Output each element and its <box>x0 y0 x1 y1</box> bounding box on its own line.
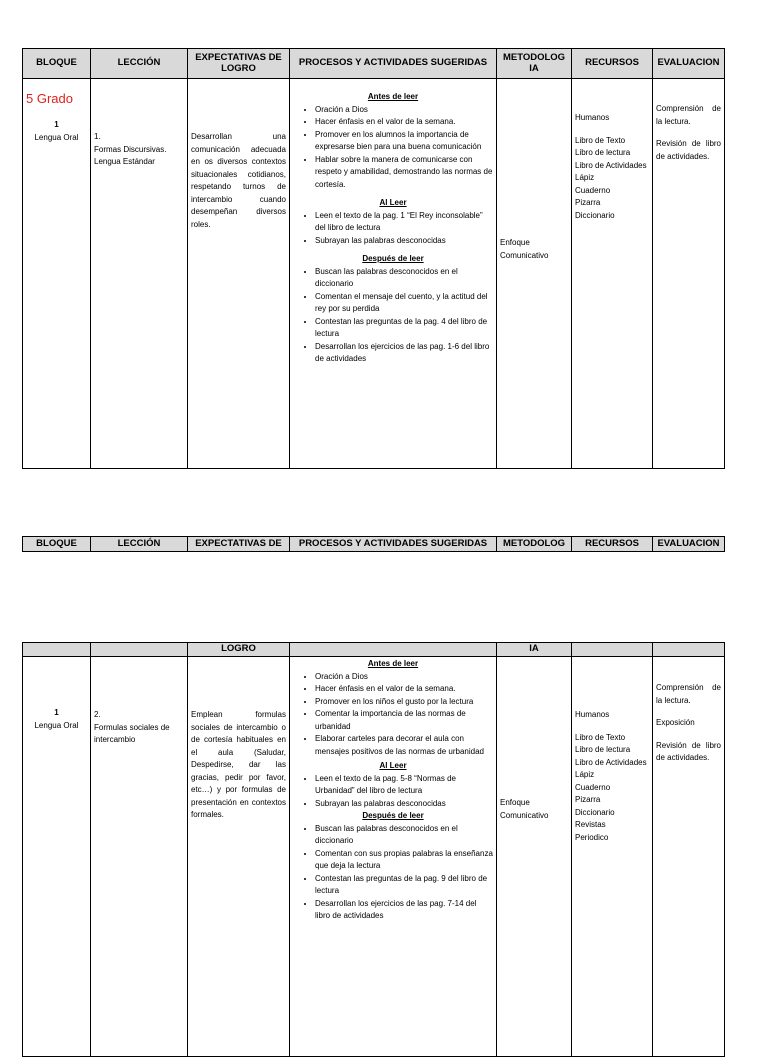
list-item: • Buscan las palabras desconocidos en el diccionario <box>315 266 493 291</box>
header-expectativas-cont: LOGRO <box>188 643 290 657</box>
header-leccion: LECCIÓN <box>91 49 188 79</box>
recurso-item: Cuaderno <box>575 782 611 792</box>
recurso-item: Pizarra <box>575 198 601 207</box>
list-item: • Desarrollan los ejercicios de las pag. 1-6 del libro de actividades <box>315 341 493 366</box>
antes-list <box>293 104 493 192</box>
list-item: • Hacer énfasis en el valor de la semana. <box>315 683 493 696</box>
header-bloque: BLOQUE <box>23 49 91 79</box>
list-item: • Comentar la importancia de las normas de urbanidad <box>315 708 493 733</box>
header-metodologia-cont: IA <box>497 643 572 657</box>
list-item: • Subrayan las palabras desconocidas <box>315 235 493 248</box>
header-bloque: BLOQUE <box>23 537 91 552</box>
antes-title: Antes de leer <box>367 92 419 101</box>
header-leccion: LECCIÓN <box>91 537 188 552</box>
metodologia-text: Enfoque Comunicativo <box>500 238 549 260</box>
bloque-cell <box>23 657 91 1057</box>
header-recursos: RECURSOS <box>572 537 653 552</box>
bloque-cell <box>23 79 91 469</box>
header-procesos: PROCESOS Y ACTIVIDADES SUGERIDAS <box>290 537 497 552</box>
procesos-cell <box>290 657 497 1057</box>
header-metodologia: METODOLOG <box>497 537 572 552</box>
evaluacion-item: Revisión de libro de actividades. <box>656 139 721 161</box>
lesson-table-1 <box>22 48 725 469</box>
leccion-name: Formas Discursivas. Lengua Estándar <box>94 144 167 166</box>
recursos-head: Humanos <box>575 113 610 122</box>
list-item: • Comentan con sus propias palabras la enseñanza que deja la lectura <box>315 848 493 873</box>
expectativas-text: Emplean formulas sociales de intercambio o de cortesía habituales en el aula (Saludar, Despedirse, dar las gracias, pedir por favor, etc…) y por formulas de presentación en contextos formales. <box>191 710 286 819</box>
list-item: • Elaborar carteles para decorar el aula con mensajes positivos de las normas de urbanidad <box>315 733 493 758</box>
leccion-number: 2. <box>94 710 101 719</box>
header-procesos: PROCESOS Y ACTIVIDADES SUGERIDAS <box>290 49 497 79</box>
list-item: • Desarrollan los ejercicios de las pag. 7-14 del libro de actividades <box>315 898 493 923</box>
antes-title: Antes de leer <box>367 659 419 668</box>
evaluacion-cell <box>653 657 725 1057</box>
evaluacion-cell <box>653 79 725 469</box>
expectativas-cell <box>188 79 290 469</box>
recurso-item: Diccionario <box>575 807 615 817</box>
list-item: • Contestan las preguntas de la pag. 4 del libro de lectura <box>315 316 493 341</box>
recurso-item: Lápiz <box>575 173 595 182</box>
recurso-item: Pizarra <box>575 795 601 804</box>
metodologia-cell <box>497 657 572 1057</box>
list-item: • Leen el texto de la pag. 1 “El Rey inconsolable” del libro de lectura <box>315 210 493 235</box>
list-item: • Subrayan las palabras desconocidas <box>315 798 493 811</box>
bloque-number: 1 <box>54 120 59 129</box>
recurso-item: Periodico <box>575 832 609 842</box>
al-leer-list <box>293 210 493 248</box>
leccion-cell <box>91 657 188 1057</box>
header-expectativas: EXPECTATIVAS DE LOGRO <box>188 49 290 79</box>
list-item: • Promover en los alumnos la importancia de expresarse bien para una buena comunicación <box>315 129 493 154</box>
grado-title: 5 Grado <box>26 91 73 106</box>
despues-list <box>293 266 493 366</box>
recurso-item: Libro de Actividades <box>575 757 647 767</box>
al-leer-list <box>293 773 493 811</box>
leccion-name: Formulas sociales de intercambio <box>94 722 170 744</box>
recursos-head: Humanos <box>575 710 610 719</box>
bloque-name: Lengua Oral <box>34 720 79 730</box>
header-evaluacion: EVALUACION <box>653 537 725 552</box>
leccion-number: 1. <box>94 132 101 141</box>
recurso-item: Cuaderno <box>575 185 611 195</box>
evaluacion-item: Comprensión de la lectura. <box>656 104 721 126</box>
recurso-item: Libro de Texto <box>575 135 626 145</box>
header-metodologia: METODOLOG IA <box>497 49 572 79</box>
evaluacion-item: Exposición <box>656 718 695 727</box>
metodologia-cell <box>497 79 572 469</box>
procesos-cell <box>290 79 497 469</box>
list-item: • Buscan las palabras desconocidos en el diccionario <box>315 823 493 848</box>
list-item: • Promover en los niños el gusto por la lectura <box>315 696 493 709</box>
recurso-item: Libro de lectura <box>575 148 631 157</box>
despues-list <box>293 823 493 923</box>
list-item: • Hablar sobre la manera de comunicarse con respeto y amabilidad, demostrando las normas de cortesía. <box>315 154 493 192</box>
bloque-name: Lengua Oral <box>34 132 79 142</box>
recurso-item: Libro de lectura <box>575 745 631 754</box>
despues-title: Después de leer <box>362 811 424 820</box>
antes-list <box>293 671 493 759</box>
recurso-item: Libro de Texto <box>575 732 626 742</box>
header-evaluacion: EVALUACION <box>653 49 725 79</box>
lesson-table-3 <box>22 642 725 1057</box>
expectativas-cell <box>188 657 290 1057</box>
list-item: • Oración a Dios <box>315 104 493 117</box>
recurso-item: Diccionario <box>575 210 615 220</box>
header-recursos: RECURSOS <box>572 49 653 79</box>
header-expectativas: EXPECTATIVAS DE <box>188 537 290 552</box>
al-leer-title: Al Leer <box>379 198 407 207</box>
despues-title: Después de leer <box>362 254 424 263</box>
expectativas-text: Desarrollan una comunicación adecuada en os diversos contextos situacionales cotidianos, respetando turnos de intercambio cuando desempeñan diversos roles. <box>191 132 286 229</box>
evaluacion-item: Revisión de libro de actividades. <box>656 740 721 762</box>
list-item: • Leen el texto de la pag. 5-8 “Normas de Urbanidad” del libro de lectura <box>315 773 493 798</box>
recurso-item: Revistas <box>575 820 606 829</box>
list-item: • Hacer énfasis en el valor de la semana. <box>315 116 493 129</box>
leccion-cell <box>91 79 188 469</box>
list-item: • Oración a Dios <box>315 671 493 684</box>
bloque-number: 1 <box>54 708 59 717</box>
list-item: • Comentan el mensaje del cuento, y la actitud del rey por su perdida <box>315 291 493 316</box>
lesson-table-2-header <box>22 536 725 552</box>
al-leer-title: Al Leer <box>379 761 407 770</box>
recurso-item: Libro de Actividades <box>575 160 647 170</box>
recursos-cell <box>572 657 653 1057</box>
recurso-item: Lápiz <box>575 770 595 779</box>
metodologia-text: Enfoque Comunicativo <box>500 798 549 820</box>
recursos-cell <box>572 79 653 469</box>
evaluacion-item: Comprensión de la lectura. <box>656 683 721 705</box>
list-item: • Contestan las preguntas de la pag. 9 del libro de lectura <box>315 873 493 898</box>
